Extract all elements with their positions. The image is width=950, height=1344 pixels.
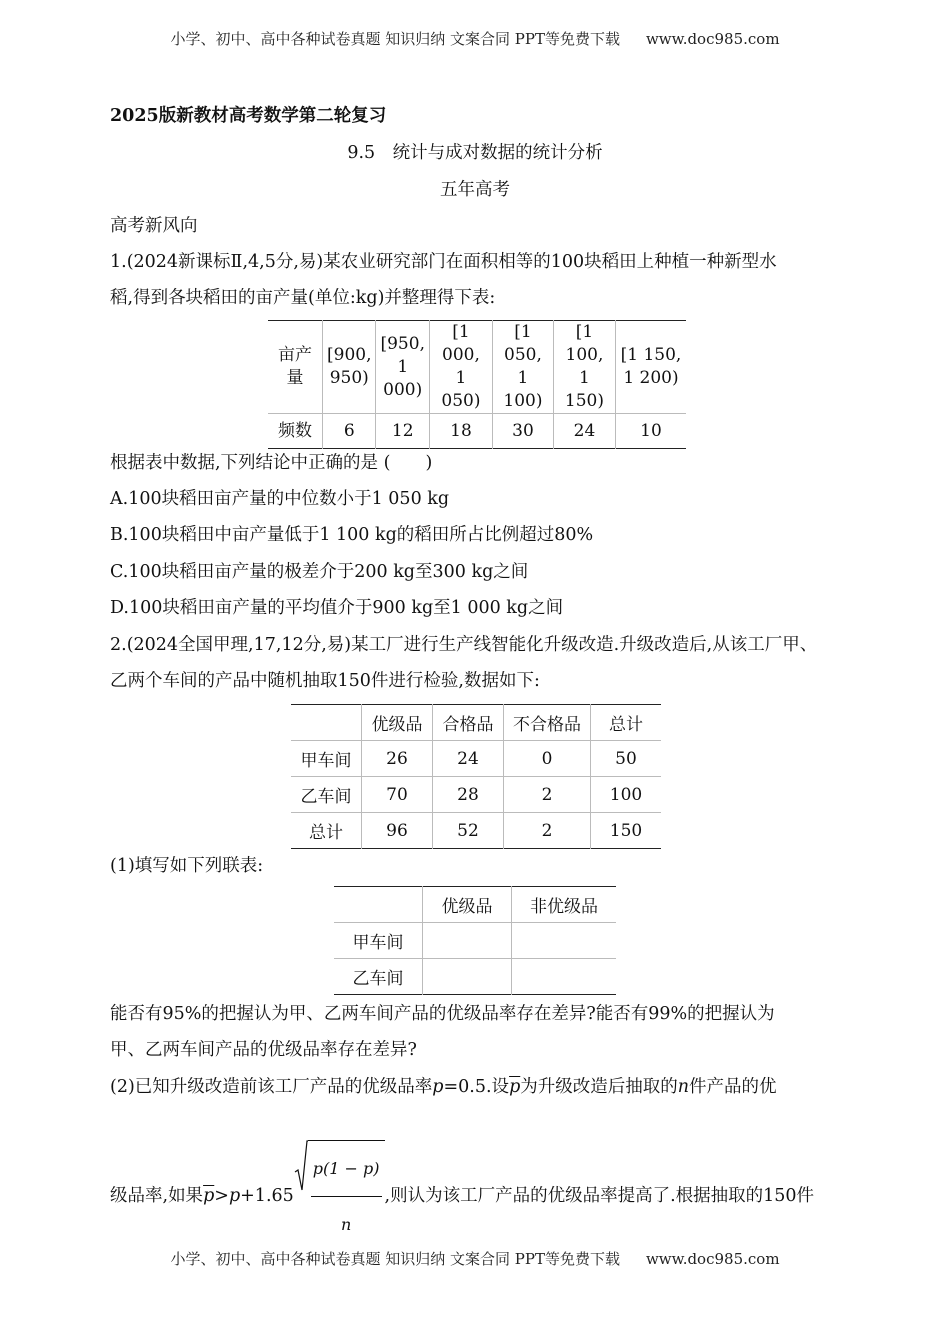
text-span: 级品率,如果 bbox=[110, 1185, 204, 1206]
workshop-table bbox=[291, 704, 661, 849]
q1-line1: 1.(2024新课标Ⅱ,4,5分,易)某农业研究部门在面积相等的100块稻田上种植一种新型水 bbox=[110, 252, 777, 272]
interval-cell: [1 150, 1 200) bbox=[615, 321, 686, 414]
text-span: ,则认为该工厂产品的优级品率提高了.根据抽取的150件 bbox=[384, 1185, 815, 1206]
q2-part2-line1 bbox=[110, 1075, 850, 1099]
text-span: =0.5.设 bbox=[443, 1077, 510, 1097]
table-cell: 52 bbox=[433, 813, 504, 849]
table-cell: 2 bbox=[504, 813, 591, 849]
section-title: 9.5 统计与成对数据的统计分析 bbox=[347, 143, 603, 163]
text-span: +1.65 bbox=[240, 1185, 294, 1206]
frequency-cell: 10 bbox=[615, 414, 686, 449]
table-cell: 乙车间 bbox=[352, 969, 404, 989]
interval-cell: [900, 950) bbox=[323, 321, 376, 414]
table-header-cell: 非优级品 bbox=[512, 887, 617, 923]
table-cell: 100 bbox=[591, 777, 662, 813]
row-header-frequency: 频数 bbox=[278, 420, 312, 441]
var-p-bar: $\overline{p}$ bbox=[203, 1185, 215, 1206]
book-title: 2025版新教材高考数学第二轮复习 bbox=[110, 106, 387, 126]
interval-cell: [1 100, 1 150) bbox=[553, 321, 615, 414]
table-header-cell bbox=[291, 705, 362, 741]
table-cell: 70 bbox=[362, 777, 433, 813]
table-header-cell: 合格品 bbox=[433, 705, 504, 741]
q2-part1-text2: 甲、乙两车间产品的优级品率存在差异? bbox=[110, 1040, 417, 1060]
q1-option-a: A.100块稻田亩产量的中位数小于1 050 kg bbox=[110, 489, 450, 509]
blank-cell bbox=[512, 959, 617, 995]
table-cell: 乙车间 bbox=[291, 777, 362, 813]
bottom-banner bbox=[0, 1248, 950, 1269]
yield-table bbox=[268, 320, 686, 449]
category-label: 高考新风向 bbox=[110, 216, 198, 236]
frequency-cell: 18 bbox=[429, 414, 492, 449]
q2-line2: 乙两个车间的产品中随机抽取150件进行检验,数据如下: bbox=[110, 671, 540, 691]
frequency-cell: 6 bbox=[323, 414, 376, 449]
table-header-cell: 优级品 bbox=[423, 887, 512, 923]
table-cell: 24 bbox=[433, 741, 504, 777]
text-span: 为升级改造后抽取的 bbox=[520, 1077, 678, 1097]
blank-cell bbox=[512, 923, 617, 959]
frequency-cell: 12 bbox=[376, 414, 429, 449]
table-cell: 0 bbox=[504, 741, 591, 777]
q2-line1: 2.(2024全国甲理,17,12分,易)某工厂进行生产线智能化升级改造.升级改造后,从该工厂甲、 bbox=[110, 635, 818, 655]
q1-option-d: D.100块稻田亩产量的平均值介于900 kg至1 000 kg之间 bbox=[110, 598, 564, 618]
table-row bbox=[334, 923, 616, 959]
table-cell: 28 bbox=[433, 777, 504, 813]
q1-line2: 稻,得到各块稻田的亩产量(单位:kg)并整理得下表: bbox=[110, 288, 496, 308]
table-cell: 甲车间 bbox=[334, 923, 423, 959]
row-header-yield: 亩产量 bbox=[268, 321, 323, 414]
table-row bbox=[291, 741, 661, 777]
q2-part1-label: (1)填写如下列联表: bbox=[110, 856, 264, 876]
var-p-bar: $\overline{p}$ bbox=[509, 1077, 521, 1097]
table-cell: 150 bbox=[591, 813, 662, 849]
table-cell: 2 bbox=[504, 777, 591, 813]
fraction-denominator: n bbox=[340, 1215, 352, 1234]
table-row bbox=[291, 813, 661, 849]
banner-text: 小学、初中、高中各种试卷真题 知识归纳 文案合同 PPT等免费下载 bbox=[170, 30, 620, 48]
blank-cell bbox=[423, 923, 512, 959]
formula bbox=[110, 1140, 814, 1251]
frequency-cell: 30 bbox=[492, 414, 553, 449]
table-cell: 50 bbox=[591, 741, 662, 777]
banner-text: 小学、初中、高中各种试卷真题 知识归纳 文案合同 PPT等免费下载 bbox=[170, 1250, 620, 1268]
var-p: p bbox=[432, 1077, 444, 1097]
sqrt-expression bbox=[294, 1140, 385, 1251]
table-header-cell: 不合格品 bbox=[504, 705, 591, 741]
table-header-cell: 优级品 bbox=[362, 705, 433, 741]
table-header-cell bbox=[334, 887, 423, 923]
subtitle: 五年高考 bbox=[440, 180, 510, 200]
table-cell: 26 bbox=[362, 741, 433, 777]
table-cell: 总计 bbox=[309, 823, 343, 843]
q1-question: 根据表中数据,下列结论中正确的是 ( ) bbox=[110, 453, 433, 473]
banner-site-link[interactable]: www.doc985.com bbox=[645, 1250, 780, 1268]
table-header-cell: 总计 bbox=[591, 705, 662, 741]
table-cell: 甲车间 bbox=[291, 741, 362, 777]
table-row bbox=[334, 959, 616, 995]
table-cell: 96 bbox=[362, 813, 433, 849]
q1-option-b: B.100块稻田中亩产量低于1 100 kg的稻田所占比例超过80% bbox=[110, 525, 594, 545]
frequency-cell: 24 bbox=[553, 414, 615, 449]
blank-cell bbox=[423, 959, 512, 995]
text-span: 件产品的优 bbox=[689, 1077, 777, 1097]
interval-cell: [1 000, 1 050) bbox=[429, 321, 492, 414]
fraction-numerator: p(1 − p) bbox=[311, 1141, 382, 1197]
interval-cell: [950, 1 000) bbox=[376, 321, 429, 414]
radical-sign-icon bbox=[294, 1140, 308, 1192]
top-banner bbox=[0, 28, 950, 49]
q2-part1-text1: 能否有95%的把握认为甲、乙两车间产品的优级品率存在差异?能否有99%的把握认为 bbox=[110, 1004, 775, 1024]
fraction bbox=[308, 1140, 385, 1251]
banner-site-link[interactable]: www.doc985.com bbox=[645, 30, 780, 48]
text-span: (2)已知升级改造前该工厂产品的优级品率 bbox=[110, 1077, 433, 1097]
q1-option-c: C.100块稻田亩产量的极差介于200 kg至300 kg之间 bbox=[110, 562, 529, 582]
var-p: p bbox=[228, 1185, 241, 1206]
text-span: > bbox=[214, 1185, 229, 1206]
interval-cell: [1 050, 1 100) bbox=[492, 321, 553, 414]
contingency-table bbox=[334, 886, 616, 995]
var-n: n bbox=[677, 1077, 690, 1097]
q2-part2-line2 bbox=[110, 1140, 850, 1251]
table-row bbox=[291, 777, 661, 813]
